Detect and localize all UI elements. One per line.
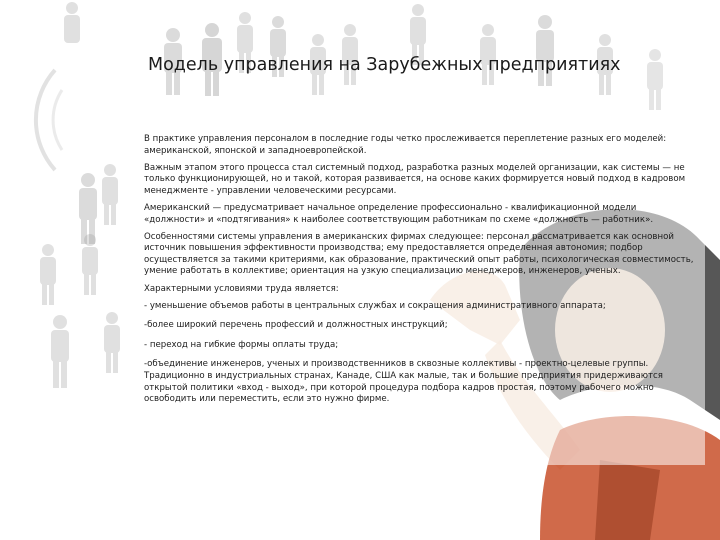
body-paragraph: Американский — предусматривает начальное определение профессионально - квалификационной модели «должности» и «подтягивания» к наиболее соответствующим работникам по схеме «должность — работник».: [144, 202, 654, 225]
list-item: - уменьшение объемов работы в центральных службах и сокращения административного аппарата;: [144, 300, 606, 311]
silhouette-figure: [102, 164, 118, 225]
silhouette-figure: [64, 2, 80, 43]
silhouette-figure: [79, 173, 97, 244]
body-paragraph: Особенностями системы управления в американских фирмах следующее: персонал рассматривается как основной источник повышения эффективности производства; ему предоставляется определенная автономия; подбор осуществляется за такими критериями, как образование, практический опыт работы, психологическая совместимость, умение работать в коллективе; ориентация на узкую специализацию менеджеров, инженеров, ученых.: [144, 231, 694, 277]
slide-body: [144, 134, 699, 414]
slide-title: Модель управления на Зарубежных предприятиях: [148, 55, 621, 75]
list-item: -объединение инженеров, ученых и производственников в сквозные коллективы - проектно-целевые группы. Традиционно в индустриальных странах, Канаде, США как малые, так и большие предприятия придерживаются открытой политики «вход - выход», при которой процедура подбора кадров простая, поэтому рабочего можно освободить или переместить, если это нужно фирме.: [144, 359, 663, 405]
body-paragraph: В практике управления персоналом в последние годы четко прослеживается переплетение разных его моделей: американской, японской и западноевропейской.: [144, 134, 667, 156]
silhouette-figure: [536, 15, 554, 86]
silhouette-figure: [51, 315, 69, 388]
list-item: - переход на гибкие формы оплаты труда;: [144, 339, 339, 350]
jacket-shadow: [595, 460, 660, 540]
list-item: -более широкий перечень профессий и должностных инструкций;: [144, 320, 448, 331]
body-paragraph: Характерными условиями труда является:: [144, 283, 339, 294]
silhouette-figure: [104, 312, 120, 373]
silhouette-figure: [40, 244, 56, 305]
decorative-arc: [53, 90, 62, 150]
body-paragraph: Важным этапом этого процесса стал системный подход, разработка разных моделей организации, как системы — не только функционирующей, но и такой, которая развивается, на основе каких формируется новый подход в кадровом менеджменте - управлении человеческими ресурсами.: [144, 162, 686, 196]
